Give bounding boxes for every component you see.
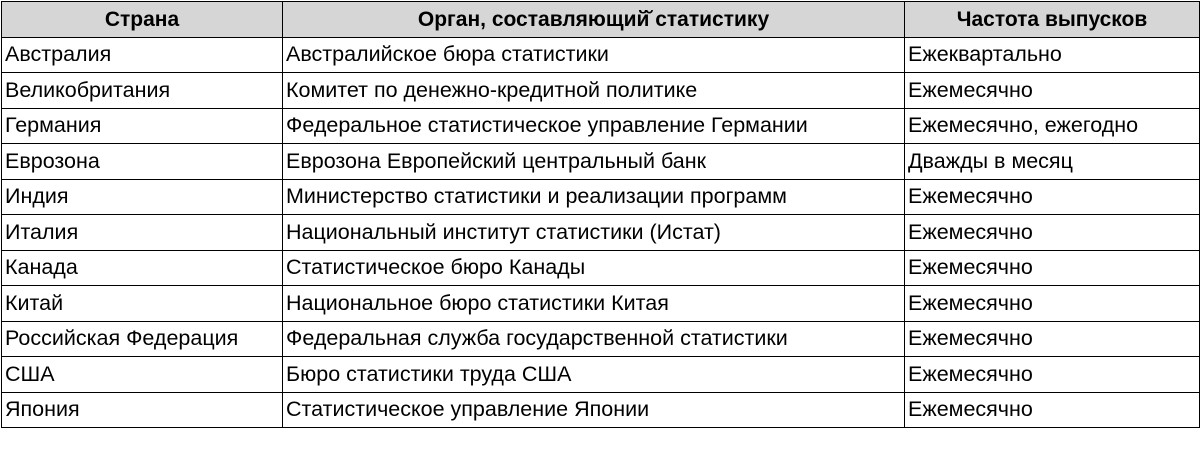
cell-country: Япония xyxy=(2,392,283,428)
statistics-table xyxy=(1,1,1200,428)
cell-frequency: Ежемесячно, ежегодно xyxy=(905,108,1200,144)
header-agency: Орган, составляющий̆ статистику xyxy=(283,2,905,38)
cell-agency: Бюро статистики труда США xyxy=(283,357,905,393)
table-header xyxy=(2,2,1200,38)
cell-frequency: Ежеквартально xyxy=(905,37,1200,73)
cell-agency: Национальный институт статистики (Истат) xyxy=(283,215,905,251)
cell-frequency: Ежемесячно xyxy=(905,321,1200,357)
cell-frequency: Ежемесячно xyxy=(905,286,1200,322)
cell-agency: Статистическое бюро Канады xyxy=(283,250,905,286)
cell-frequency: Дважды в месяц xyxy=(905,144,1200,180)
table-row xyxy=(2,108,1200,144)
header-country: Страна xyxy=(2,2,283,38)
table-body xyxy=(2,37,1200,428)
cell-country: США xyxy=(2,357,283,393)
table-row xyxy=(2,392,1200,428)
cell-agency: Федеральная служба государственной статистики xyxy=(283,321,905,357)
cell-country: Еврозона xyxy=(2,144,283,180)
cell-country: Индия xyxy=(2,179,283,215)
cell-agency: Еврозона Европейский центральный банк xyxy=(283,144,905,180)
cell-country: Российская Федерация xyxy=(2,321,283,357)
cell-frequency: Ежемесячно xyxy=(905,179,1200,215)
cell-frequency: Ежемесячно xyxy=(905,392,1200,428)
cell-country: Канада xyxy=(2,250,283,286)
header-row xyxy=(2,2,1200,38)
cell-country: Китай xyxy=(2,286,283,322)
cell-frequency: Ежемесячно xyxy=(905,357,1200,393)
table-row xyxy=(2,73,1200,109)
cell-agency: Комитет по денежно-кредитной политике xyxy=(283,73,905,109)
table-row xyxy=(2,321,1200,357)
cell-frequency: Ежемесячно xyxy=(905,215,1200,251)
cell-agency: Австралийское бюра статистики xyxy=(283,37,905,73)
table-row xyxy=(2,286,1200,322)
cell-country: Германия xyxy=(2,108,283,144)
cell-agency: Статистическое управление Японии xyxy=(283,392,905,428)
cell-country: Италия xyxy=(2,215,283,251)
table-row xyxy=(2,144,1200,180)
cell-frequency: Ежемесячно xyxy=(905,73,1200,109)
cell-frequency: Ежемесячно xyxy=(905,250,1200,286)
table-row xyxy=(2,215,1200,251)
table-row xyxy=(2,357,1200,393)
cell-country: Австралия xyxy=(2,37,283,73)
header-frequency: Частота выпусков xyxy=(905,2,1200,38)
cell-agency: Федеральное статистическое управление Германии xyxy=(283,108,905,144)
cell-country: Великобритания xyxy=(2,73,283,109)
table-row xyxy=(2,250,1200,286)
cell-agency: Национальное бюро статистики Китая xyxy=(283,286,905,322)
cell-agency: Министерство статистики и реализации программ xyxy=(283,179,905,215)
table-row xyxy=(2,179,1200,215)
table-row xyxy=(2,37,1200,73)
